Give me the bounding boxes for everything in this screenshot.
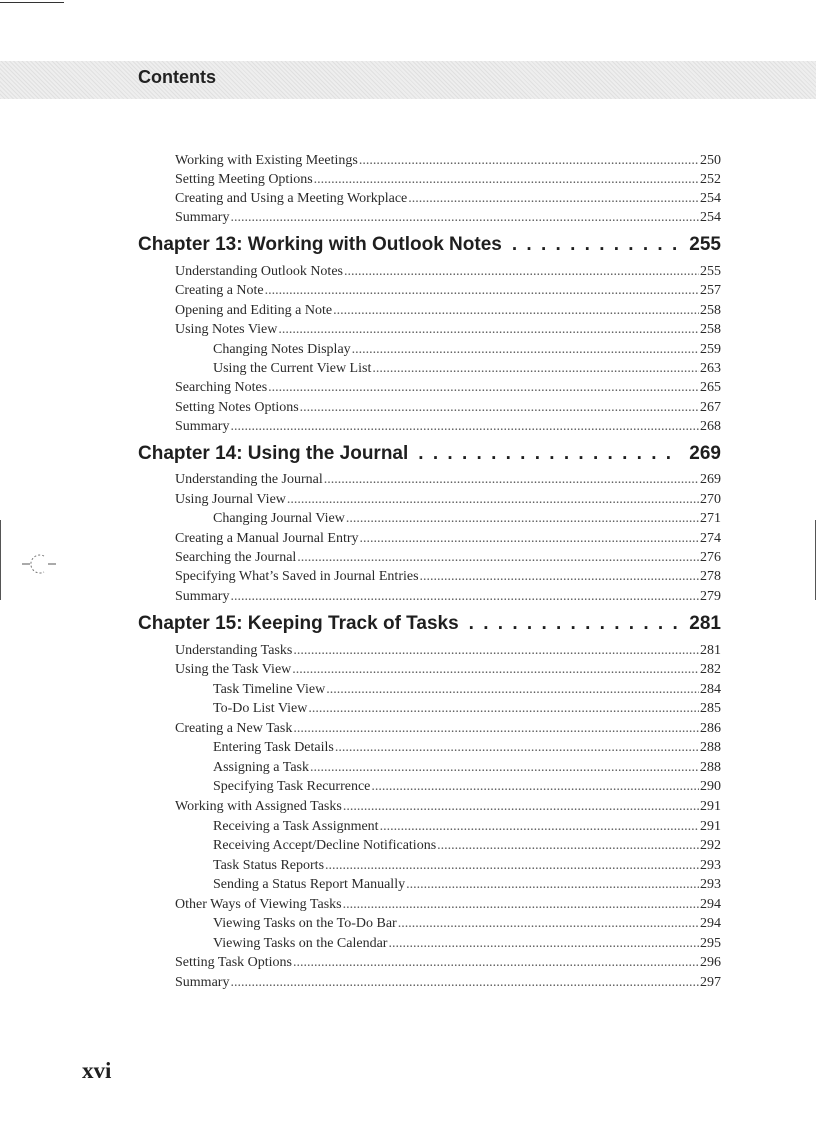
toc-entry[interactable] — [213, 856, 721, 876]
dot-leader — [335, 738, 699, 758]
toc-page-number: 258 — [700, 322, 721, 337]
toc-entry[interactable] — [175, 895, 721, 915]
dot-leader — [388, 934, 699, 954]
toc-entry-title: Working with Assigned Tasks — [175, 799, 342, 814]
dot-leader — [343, 895, 699, 915]
toc-page-number: 265 — [700, 380, 721, 395]
toc-page-number: 293 — [700, 877, 721, 892]
toc-page-number: 252 — [700, 171, 721, 187]
toc-page-number: 294 — [700, 916, 721, 931]
toc-page-number: 288 — [700, 759, 721, 775]
toc-entry-title: Entering Task Details — [213, 740, 334, 755]
toc-entry-title: Viewing Tasks on the Calendar — [213, 935, 388, 951]
dot-leader — [287, 490, 699, 510]
toc-page-number: 269 — [689, 443, 721, 464]
toc-page-number: 291 — [700, 818, 721, 834]
dot-leader — [230, 208, 699, 228]
toc-entry[interactable] — [213, 680, 721, 700]
toc-entry-title: Receiving a Task Assignment — [213, 818, 379, 834]
page-number: xvi — [82, 1058, 112, 1083]
toc-entry[interactable] — [175, 587, 721, 607]
toc-entry-title: Summary — [175, 419, 230, 434]
toc-entry[interactable] — [213, 777, 721, 797]
dot-leader — [408, 189, 699, 209]
toc-chapter-title: Chapter 13: Working with Outlook Notes — [138, 234, 502, 255]
toc-entry[interactable] — [175, 378, 721, 398]
toc-entry-title: Assigning a Task — [213, 759, 309, 775]
dot-leader — [310, 758, 699, 778]
toc-page-number: 296 — [700, 955, 721, 970]
toc-entry[interactable] — [213, 836, 721, 856]
toc-page-number: 269 — [700, 472, 721, 487]
page-title: Contents — [138, 67, 216, 87]
toc-entry-title: Creating a New Task — [175, 720, 293, 736]
toc-entry-title: Opening and Editing a Note — [175, 302, 333, 318]
toc-entry-title: Specifying Task Recurrence — [213, 779, 371, 794]
toc-entry[interactable] — [175, 567, 721, 587]
toc-page-number: 271 — [700, 511, 721, 526]
toc-entry-title: Using Notes View — [175, 322, 278, 337]
toc-entry-title: Creating and Using a Meeting Workplace — [175, 190, 408, 206]
toc-entry[interactable] — [175, 320, 721, 340]
toc-page-number: 255 — [700, 264, 721, 279]
toc-entry[interactable] — [175, 953, 721, 973]
dot-leader — [360, 529, 699, 549]
dot-leader — [324, 470, 699, 490]
dot-leader — [265, 281, 699, 301]
toc-entry-title: Specifying What’s Saved in Journal Entries — [175, 569, 419, 584]
dot-leader — [293, 953, 699, 973]
toc-entry[interactable] — [213, 934, 721, 954]
toc-entry[interactable] — [175, 973, 721, 993]
toc-entry[interactable] — [175, 660, 721, 680]
toc-entry[interactable] — [213, 359, 721, 379]
toc-entry[interactable] — [175, 301, 721, 321]
dot-leader — [418, 441, 679, 467]
toc-entry-title: Task Timeline View — [213, 681, 326, 697]
dot-leader — [326, 680, 699, 700]
toc-entry[interactable] — [175, 529, 721, 549]
toc-entry-title: Summary — [175, 209, 230, 225]
dot-leader — [230, 973, 699, 993]
toc-entry-title: To-Do List View — [213, 701, 308, 716]
toc-page-number: 291 — [700, 799, 721, 814]
toc-entry[interactable] — [213, 699, 721, 719]
toc-entry[interactable] — [175, 398, 721, 418]
toc-entry-title: Understanding the Journal — [175, 472, 323, 487]
toc-entry-title: Setting Task Options — [175, 955, 292, 970]
toc-entry-title: Using the Current View List — [213, 360, 372, 376]
toc-entry[interactable] — [213, 817, 721, 837]
toc-entry[interactable] — [213, 340, 721, 360]
toc-page-number: 292 — [700, 838, 721, 853]
dot-leader — [420, 567, 699, 587]
toc-page-number: 285 — [700, 701, 721, 716]
toc-entry-title: Understanding Outlook Notes — [175, 264, 343, 279]
toc-entry[interactable] — [213, 509, 721, 529]
dot-leader — [278, 320, 699, 340]
toc-page-number: 255 — [689, 234, 721, 255]
toc-chapter[interactable] — [138, 232, 721, 258]
toc-entry-title: Summary — [175, 974, 230, 990]
toc-entry-title: Creating a Manual Journal Entry — [175, 530, 359, 546]
toc-page-number: 250 — [700, 152, 721, 168]
toc-entry-title: Changing Notes Display — [213, 341, 351, 357]
toc-entry[interactable] — [213, 758, 721, 778]
dot-leader — [359, 151, 699, 171]
toc-chapter-title: Chapter 15: Keeping Track of Tasks — [138, 613, 459, 634]
toc-page-number: 257 — [700, 283, 721, 298]
toc-entry-title: Sending a Status Report Manually — [213, 877, 406, 892]
dot-leader — [333, 301, 699, 321]
dot-leader — [292, 660, 699, 680]
toc-entry[interactable] — [175, 470, 721, 490]
toc-page-number: 290 — [700, 779, 721, 794]
dot-leader — [344, 262, 699, 282]
toc-entry[interactable] — [175, 797, 721, 817]
dot-leader — [398, 914, 699, 934]
toc-entry[interactable] — [175, 719, 721, 739]
dot-leader — [293, 641, 699, 661]
toc-entry[interactable] — [175, 548, 721, 568]
toc-entry-title: Task Status Reports — [213, 857, 325, 873]
toc-page-number: 278 — [700, 569, 721, 584]
toc-entry[interactable] — [213, 738, 721, 758]
dot-leader — [297, 548, 699, 568]
toc-entry-title: Working with Existing Meetings — [175, 152, 358, 168]
dot-leader — [469, 611, 680, 637]
toc-entry[interactable] — [175, 189, 721, 209]
toc-page-number: 284 — [700, 681, 721, 697]
toc-page-number: 282 — [700, 662, 721, 677]
toc-page-number: 268 — [700, 419, 721, 434]
dot-leader — [371, 777, 699, 797]
toc-entry[interactable] — [175, 262, 721, 282]
toc-entry[interactable] — [175, 170, 721, 190]
toc-page-number: 295 — [700, 935, 721, 951]
toc-entry[interactable] — [175, 281, 721, 301]
dot-leader — [230, 417, 699, 437]
toc-page-number: 259 — [700, 341, 721, 357]
dot-leader — [230, 587, 699, 607]
toc-chapter-title: Chapter 14: Using the Journal — [138, 443, 409, 464]
toc-page-number: 274 — [700, 530, 721, 546]
dot-leader — [346, 509, 699, 529]
dot-leader — [268, 378, 699, 398]
dot-leader — [308, 699, 699, 719]
toc-entry[interactable] — [175, 208, 721, 228]
toc-entry[interactable] — [175, 641, 721, 661]
toc-entry-title: Summary — [175, 589, 230, 604]
toc-entry-title: Changing Journal View — [213, 511, 345, 526]
toc-entry[interactable] — [175, 151, 721, 171]
toc-page-number: 276 — [700, 549, 721, 565]
toc-page-number: 263 — [700, 360, 721, 376]
toc-page-number: 270 — [700, 491, 721, 507]
toc-entry[interactable] — [213, 914, 721, 934]
toc-entry[interactable] — [213, 875, 721, 895]
toc-page-number: 281 — [700, 642, 721, 658]
dot-leader — [372, 359, 699, 379]
dot-leader — [343, 797, 699, 817]
toc-entry[interactable] — [175, 417, 721, 437]
dot-leader — [314, 170, 699, 190]
dot-leader — [300, 398, 699, 418]
dot-leader — [352, 340, 699, 360]
toc-page-number: 288 — [700, 740, 721, 755]
toc-page-number: 267 — [700, 399, 721, 415]
toc-entry-title: Setting Meeting Options — [175, 171, 313, 187]
dot-leader — [406, 875, 699, 895]
dot-leader — [512, 232, 679, 258]
toc-page-number: 254 — [700, 209, 721, 225]
toc-page-number: 297 — [700, 974, 721, 990]
toc-page-number: 286 — [700, 720, 721, 736]
dot-leader — [325, 856, 699, 876]
dot-leader — [437, 836, 699, 856]
toc-page-number: 279 — [700, 589, 721, 604]
toc-chapter[interactable] — [138, 441, 721, 467]
toc-page-number: 293 — [700, 857, 721, 873]
toc-entry-title: Other Ways of Viewing Tasks — [175, 896, 342, 912]
toc-entry-title: Receiving Accept/Decline Notifications — [213, 838, 437, 853]
toc-page-number: 258 — [700, 302, 721, 318]
toc-entry-title: Using Journal View — [175, 491, 286, 507]
toc-entry-title: Searching Notes — [175, 380, 268, 395]
toc-entry-title: Viewing Tasks on the To-Do Bar — [213, 916, 397, 931]
toc-page-number: 294 — [700, 896, 721, 912]
toc-entry-title: Searching the Journal — [175, 549, 297, 565]
toc-page-number: 281 — [689, 613, 721, 634]
toc-entry-title: Understanding Tasks — [175, 642, 293, 658]
toc-entry[interactable] — [175, 490, 721, 510]
dot-leader — [380, 817, 699, 837]
toc-entry-title: Setting Notes Options — [175, 399, 299, 415]
toc-entry-title: Creating a Note — [175, 283, 264, 298]
toc-entry-title: Using the Task View — [175, 662, 292, 677]
dot-leader — [293, 719, 699, 739]
toc-page-number: 254 — [700, 190, 721, 206]
toc-chapter[interactable] — [138, 611, 721, 637]
